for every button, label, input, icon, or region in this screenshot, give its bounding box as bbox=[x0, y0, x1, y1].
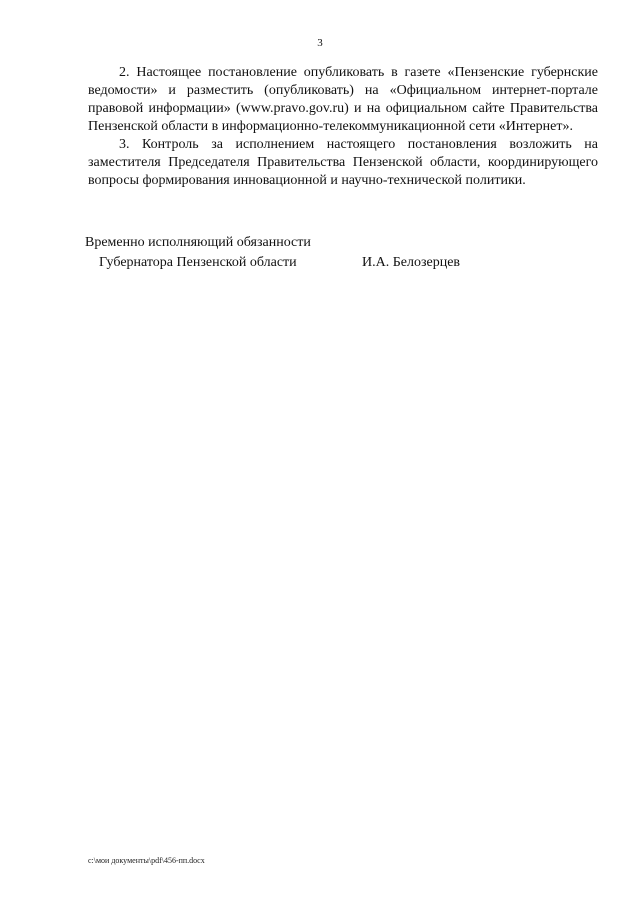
document-body bbox=[88, 64, 598, 190]
paragraph-publication: 2. Настоящее постановление опубликовать в газете «Пензенские губернские ведомости» и разместить (опубликовать) на «Официальном интернет-портале правовой информации» (www.pravo.gov.ru) и на официальном сайте Правительства Пензенской области в информационно-телекоммуникационной сети «Интернет». bbox=[88, 65, 598, 134]
signatory-name: И.А. Белозерцев bbox=[362, 255, 461, 270]
paragraph-control: 3. Контроль за исполнением настоящего постановления возложить на заместителя Председателя Правительства Пензенской области, координирующего вопросы формирования инновационной и научно-технической политики. bbox=[88, 137, 598, 188]
signature-block bbox=[0, 234, 640, 274]
footer-file-path: c:\мои документы\pdf\456-пп.docx bbox=[88, 856, 205, 865]
signatory-position-line1: Временно исполняющий обязанности bbox=[85, 235, 311, 250]
page-number: 3 bbox=[317, 37, 323, 49]
signatory-position-line2: Губернатора Пензенской области bbox=[99, 255, 297, 270]
